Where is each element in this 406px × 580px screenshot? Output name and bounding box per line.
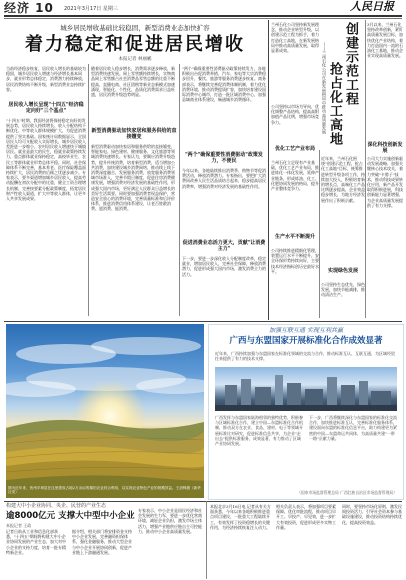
bottom-right-col2: 相关负责人表示，将加强项目要素保障，优化审批流程，推动项目早开工、早投产、早见效，进一步扩大有效投资，促进形成更多实物工作量。 (276, 504, 336, 530)
lead-sub1: 居民收入增长呈现"十四五"经济稳定向好"三个基点" (8, 102, 84, 114)
bottom-byline: 本报记者 王政 (6, 523, 32, 528)
lead-col2-para1: 随着居民收入稳步增长，消费需求逐步释放，新型消费快速发展。网上零售额持续增长，实物商品网上零售额占社会消费品零售总额的比重不断提高，直播电商、社区团购等新业态新模式加速涌现，智能化、个性化、品质化消费需求日益旺盛，居民消费升级趋势明显。 (91, 66, 175, 98)
ad-photo (215, 367, 397, 411)
right-title-a: 创建示范工程 (343, 22, 358, 106)
bottom-col1: 记者日前从工业和信息化部获悉，"十四五"期间将构建大中小企业协同发展的产业生态，加大对中小企业的支持力度，培育一批专精特新企业。 (6, 529, 66, 555)
column-divider (88, 64, 89, 316)
right-feature-title (321, 22, 365, 152)
lead-byline: 本报记者 林丽鹂 (118, 57, 152, 62)
photo-caption: 图为近年来，贵州平坝县在这里建成占地2万余亩的梯田农业综合利用，以实现农业特色产业的规模效益。王剑锋摄（新华社发） (8, 486, 201, 495)
right-col1-para2: 公司坚持以市场为导向，优化调整产品结构，提高高附加值产品比例，增强市场竞争力。 (271, 104, 319, 125)
right-feature-divider (268, 20, 269, 320)
bottom-right-col3: 同时，要坚持市场化原则，激发民间投资活力，引导社会资本参与基础设施建设，推动投资结构持续优化，提高投资效益。 (342, 504, 402, 525)
right-section-a: 优化工艺产业布局 (274, 146, 315, 152)
masthead (0, 0, 406, 20)
column-divider (365, 20, 366, 318)
ad-footer: （国家市场监督管理总局 广西壮族自治区市场监督管理局） (297, 490, 397, 495)
right-col1-para4: 公司持续推进精细化管理，装置运行水平不断提升，安全环保形势持续向好，主要技术经济指标创历史最好水平。 (271, 248, 319, 274)
right-col1-para3: 兰州石化立足现有产业基础，优化工艺产业布局，推进炼化一体化发展，延伸产业链条，形成炼油、化工、化肥协同发展的格局，提升产业整体竞争力。 (271, 160, 319, 192)
ad-title: 广西与东盟国家开展标准化合作成效显著 (229, 336, 383, 346)
lead-sub4: 促进消费业态活力更大，贡献"让消费主力" (182, 240, 266, 252)
landscape-photo (6, 324, 204, 498)
column-divider (319, 150, 320, 318)
lead-col3-para2: 今年以来，各地陆续推出消费季、购物节等促消费活动，释放消费潜力。专家指出，要把扩大消费同改善人民生活品质结合起来，稳步提高居民消费率，增强消费对经济发展的基础性作用。 (182, 168, 266, 189)
right-title-note: ——兰州石化公司在新发展格局中推动高质量发展 (322, 42, 327, 135)
bottom-headline: 逾8000亿元 支撑大中型中小企业 (6, 511, 135, 521)
lead-title: 着力稳定和促进居民增收 (25, 34, 245, 55)
advertorial (208, 324, 404, 500)
ad-intro: 近年来，广西持续加强与东盟国家在标准化领域的交流与合作，推动标准互认、互联互通，为区域经贸往来提供了有力的技术支撑。 (215, 351, 395, 362)
right-col2-para1: 近年来，兰州石化围绕"创建示范工程、抢占化工高地"目标，统筹推进转型升级各项工作，持续加大投入，积极培育新的增长点，高端化工产品比例逐步提高，企业效益稳步增长，为地方经济发展作出了积极贡献。 (321, 156, 365, 203)
lead-col3-para1: "两个"确保重要性消费驱动政策持续发力，各地积极出台促消费举措，汽车、家电等大宗消费稳步回升，餐饮、旅游等服务消费逐步恢复。商务部表示，将继续完善促消费体制机制，着力优化消费环境，推动消费提质扩容，加快培育建设国际消费中心城市，打造一批区域消费中心，加强县域商业体系建设，畅通城乡消费循环。 (182, 66, 266, 103)
lead-col2-para2: 新型消费驱动加快家居和服务供给的直接嬗变，智能家电、绿色建材、健康服务、文化旅游等领域消费快速增长。专家认为，要顺应消费升级趋势，提升传统消费，培育新型消费，适当增加公共消费，加快建设城乡消费网络，推动线上线下消费深度融合，发展服务消费，放宽服务消费领域市场准入，完善节假日制度，促进住房消费健康发展，增强消费对经济发展的基础性作用，形成强大国内市场，更好满足人民群众日益增长的美好生活需要。同时要加强消费者权益保护，营造安全放心的消费环境，完善质量标准和后评价体系，推进消费信用体系建设，让老百姓敢消费、愿消费、能消费。 (91, 144, 175, 212)
right-section-c: 实现绿色发展 (327, 268, 358, 274)
right-col3-para2: 公司大力实施创新驱动发展战略，加强关键核心技术攻关，着力突破"卡脖子"技术，推动科技成果转化应用，新产品开发取得积极进展，科技创新能力显著增强，为企业高质量发展提供了有力支撑。 (367, 156, 403, 208)
lead-kicker: 城乡居民增收基础比较稳固，新型消费业态加快扩容 (60, 24, 210, 32)
section-separator (4, 321, 402, 322)
lead-sub3: "两个"确保重要性消费驱动"政策发力，不便民 (185, 152, 263, 164)
right-col1-para1: 兰州石化公司坚持新发展理念，推动企业转型升级，以创建示范工程为抓手，着力打造化工高地，在新发展格局中推动高质量发展，取得显著成效。 (271, 22, 319, 54)
lead-col1-para2: "十四五"时期，我国经济将保持稳定向好的发展态势，居民收入持续增长、收入分配结构不断优化、中等收入群体规模扩大，为促进消费提供了坚实基础。国家统计局数据显示，全国居民人均可支配收入实际增长，城乡居民收入差距进一步缩小，农村居民收入增速快于城镇居民。就业是最大的民生，稳就业政策持续发力，重点群体就业保持稳定，高校毕业生、农民工等群体就业形势总体平稳。同时，社会保障体系不断完善，基本养老、医疗保险覆盖面持续扩大，居民消费的后顾之忧逐步减少。专家表示，要多渠道增加城乡居民收入，提高劳动报酬在初次分配中的比重，健全工资合理增长机制，完善按要素分配政策制度，拓宽居民财产性收入渠道，扩大中等收入群体，让更多人共享发展成果。 (6, 118, 86, 202)
section-number: 经济 10 (4, 1, 54, 15)
right-section-b: 生产水平不断提升 (274, 234, 315, 240)
bottom-col2: 据介绍，相关部门将安排资金支持中小企业发展，完善融资担保体系，强化金融服务，推动大型企业与中小企业开展协同创新，促进产业链上下游融通发展。 (72, 529, 132, 555)
bottom-small-headline: 构建大中小企业协同、央企、民营的产业生态 (6, 503, 107, 509)
photo-illustration (6, 324, 204, 498)
column-divider (179, 64, 180, 316)
masthead-rule (4, 15, 402, 17)
newspaper-logo: 人民日报 (350, 0, 394, 13)
right-title-b: 抢占化工高地 (327, 62, 342, 146)
right-section-d: 深化科技创新发展 (367, 142, 403, 154)
right-col2-para2: 公司坚持生态优先、绿色发展，加快节能减排，推动清洁生产。 (321, 282, 365, 298)
ad-col2: 下一步，广西将继续深化与东盟国家的标准化交流合作，加快推进标准互认，完善标准化服务体系，建设面向东盟的标准化信息平台，助力构建更为紧密的中国—东盟命运共同体，为高质量共建"一带一路"贡献力量。 (309, 415, 397, 441)
issue-date: 2021年3月17日 星期三 (64, 6, 118, 12)
ad-photo-illustration (215, 367, 397, 411)
column-divider (206, 501, 207, 579)
right-col3-para1: 3月以来，兰州石化坚持改革创新，紧盯高质量发展目标，加快优化产业结构，着力打造国内一流的石油化工基地，推动企业实现高质量发展。 (367, 22, 403, 59)
lead-col3-para3: 下一步，要进一步深化收入分配制度改革，稳定就业，增加居民收入，完善社会保障，释放消费潜力，促进形成强大国内市场，激发消费主力的活力。 (182, 256, 266, 277)
bottom-col3: 专家表示，中小企业是国民经济和社会发展的生力军，要进一步优化营商环境，减轻企业负担，激发市场主体活力，增强产业链供应链自主可控能力，推动中小企业高质量发展。 (138, 508, 202, 534)
lead-col1-para1: 当前经济稳步恢复，居民收入增长的基础较为稳固，城乡居民收入增速与经济增长基本同步，就业形势总体稳定，消费潜力持续释放，居民消费结构不断升级，新型消费业态持续扩容。 (6, 66, 86, 92)
lead-sub2: 新型消费驱动加快家居和服务供给的直接嬗变 (91, 128, 177, 140)
masthead-rule-thin (4, 18, 402, 19)
section-separator (4, 501, 402, 502)
ad-col1: 广西发挥与东盟国家陆海相邻的独特优势，积极参与区域标准化合作，建立中国—东盟标准化合作机制，推动双方在农业、食品、建材、电子等领域开展标准比对研究，促进标准信息共享，为企业"走出去"提供标准服务，成效显著，有力推动了区域产业协同发展。 (215, 415, 303, 447)
bottom-right-col1: 本报北京3月16日电 记者从有关方面获悉，今年以来各地积极推进重点项目建设，一批重大工程陆续开工，有效发挥了投资稳增长的关键作用，为经济持续恢复注入动力。 (210, 504, 271, 530)
ad-kicker: 加强互联互通 实现互利共赢 (269, 327, 343, 334)
